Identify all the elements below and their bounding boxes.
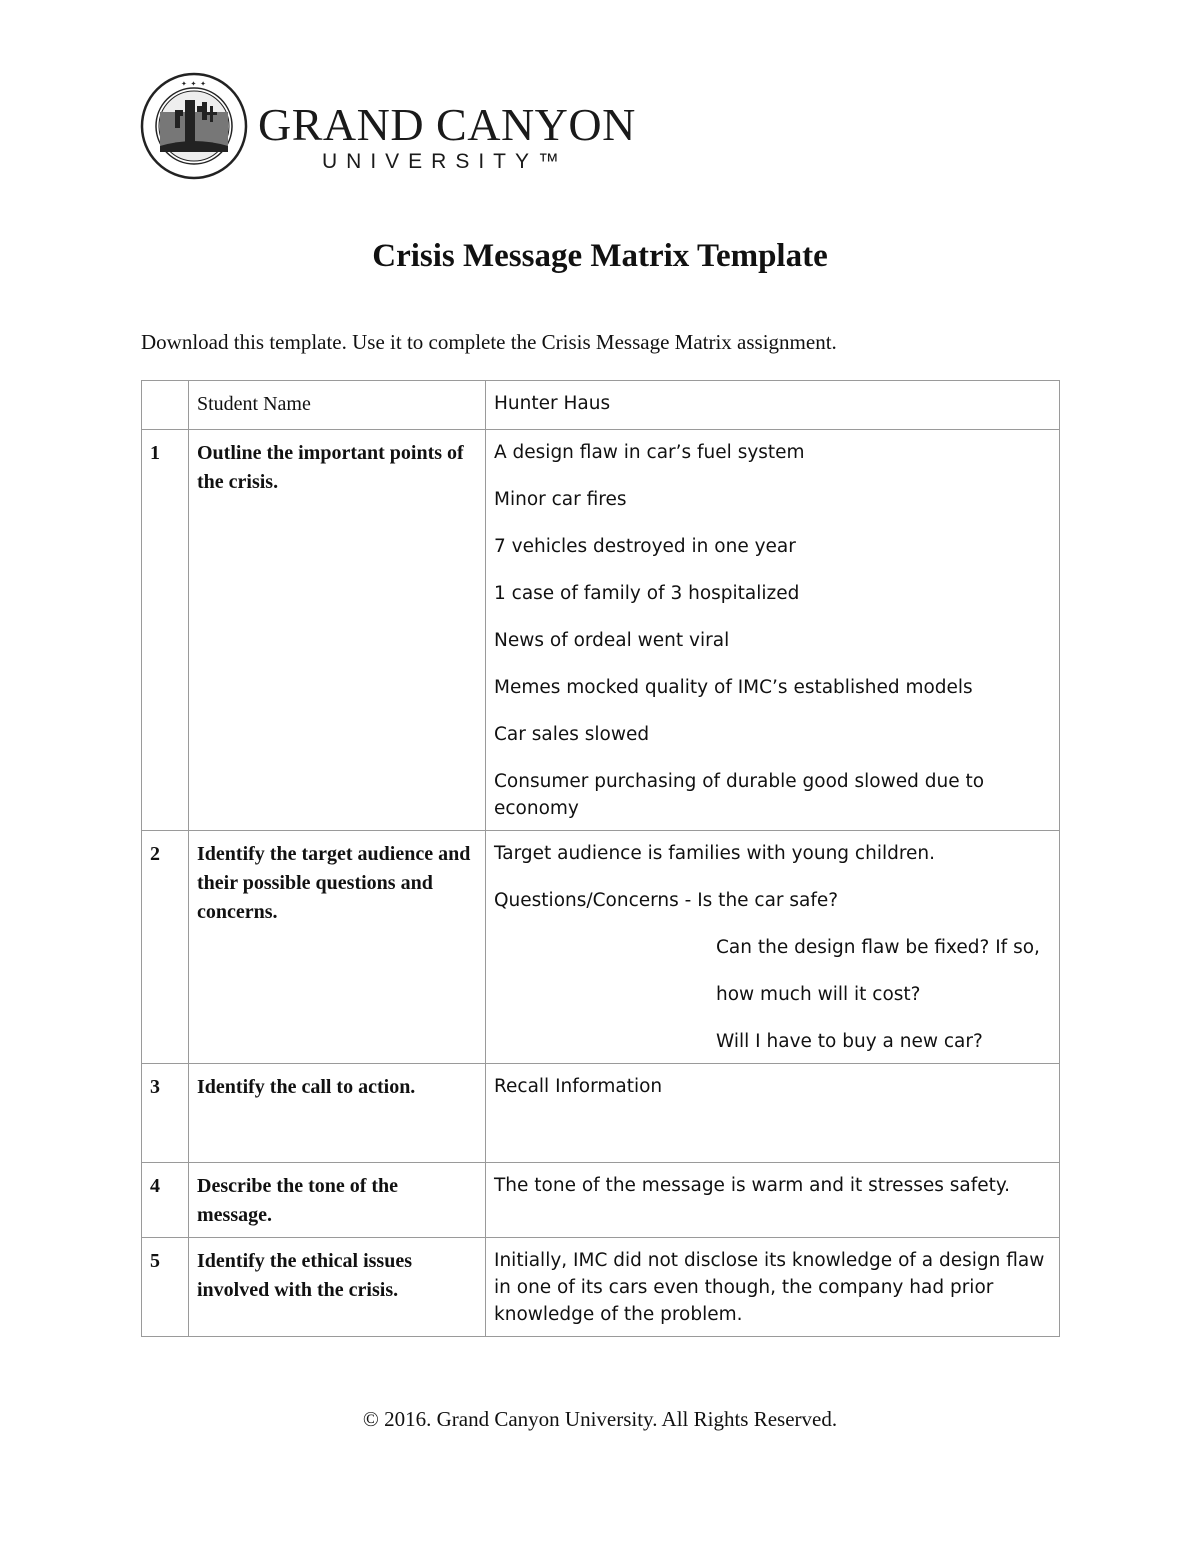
answer-line: Questions/Concerns - Is the car safe? <box>494 890 839 911</box>
table-row-header <box>142 381 1060 430</box>
copyright-footer: © 2016. Grand Canyon University. All Rights Reserved. <box>362 1407 838 1431</box>
row-answer <box>486 1238 1060 1337</box>
row-number: 2 <box>142 831 189 1064</box>
answer-line: 7 vehicles destroyed in one year <box>494 536 796 557</box>
row-answer <box>486 1064 1060 1163</box>
wordmark-line2: UNIVERSITY™ <box>322 150 569 173</box>
row-prompt: Identify the target audience and their possible questions and concerns. <box>189 831 486 1064</box>
answer-line: Memes mocked quality of IMC’s established models <box>494 677 973 698</box>
svg-text:✦ ✦ ✦: ✦ ✦ ✦ <box>180 80 208 88</box>
table-row <box>142 430 1060 831</box>
row-number: 1 <box>142 430 189 831</box>
row-prompt: Describe the tone of the message. <box>189 1163 486 1238</box>
student-name-value: Hunter Haus <box>486 381 1060 430</box>
answer-line: how much will it cost? <box>716 984 921 1005</box>
answer-line: Initially, IMC did not disclose its knowledge of a design flaw in one of its cars even though, the company had prior knowledge of the problem. <box>494 1250 1045 1325</box>
table-row <box>142 1238 1060 1337</box>
intro-text: Download this template. Use it to complete the Crisis Message Matrix assignment. <box>141 330 837 354</box>
answer-line: Car sales slowed <box>494 724 650 745</box>
table-row <box>142 1163 1060 1238</box>
answer-line: 1 case of family of 3 hospitalized <box>494 583 800 604</box>
answer-line: Target audience is families with young children. <box>494 843 936 864</box>
answer-line: Consumer purchasing of durable good slowed due to economy <box>494 771 985 819</box>
answer-line: A design flaw in car’s fuel system <box>494 442 805 463</box>
table-row <box>142 1064 1060 1163</box>
row-answer <box>486 1163 1060 1238</box>
answer-line: Can the design flaw be fixed? If so, <box>716 937 1040 958</box>
row-prompt: Identify the ethical issues involved with the crisis. <box>189 1238 486 1337</box>
row-number: 3 <box>142 1064 189 1163</box>
wordmark-line1: GRAND CANYON <box>258 99 636 150</box>
row-answer <box>486 430 1060 831</box>
answer-line: Minor car fires <box>494 489 627 510</box>
row-answer <box>486 831 1060 1064</box>
crisis-matrix-table <box>141 380 1060 1337</box>
page-title: Crisis Message Matrix Template <box>372 238 828 274</box>
row-number: 4 <box>142 1163 189 1238</box>
answer-line: Recall Information <box>494 1076 663 1097</box>
gcu-logo <box>140 72 636 182</box>
table-row <box>142 831 1060 1064</box>
row-number: 5 <box>142 1238 189 1337</box>
answer-line: Will I have to buy a new car? <box>716 1031 983 1052</box>
student-name-label: Student Name <box>189 381 486 430</box>
row-prompt: Identify the call to action. <box>189 1064 486 1163</box>
answer-line: The tone of the message is warm and it stresses safety. <box>494 1175 1011 1196</box>
university-seal-icon <box>140 72 248 180</box>
row-prompt: Outline the important points of the crisis. <box>189 430 486 831</box>
empty-cell <box>142 381 189 430</box>
answer-line: News of ordeal went viral <box>494 630 730 651</box>
